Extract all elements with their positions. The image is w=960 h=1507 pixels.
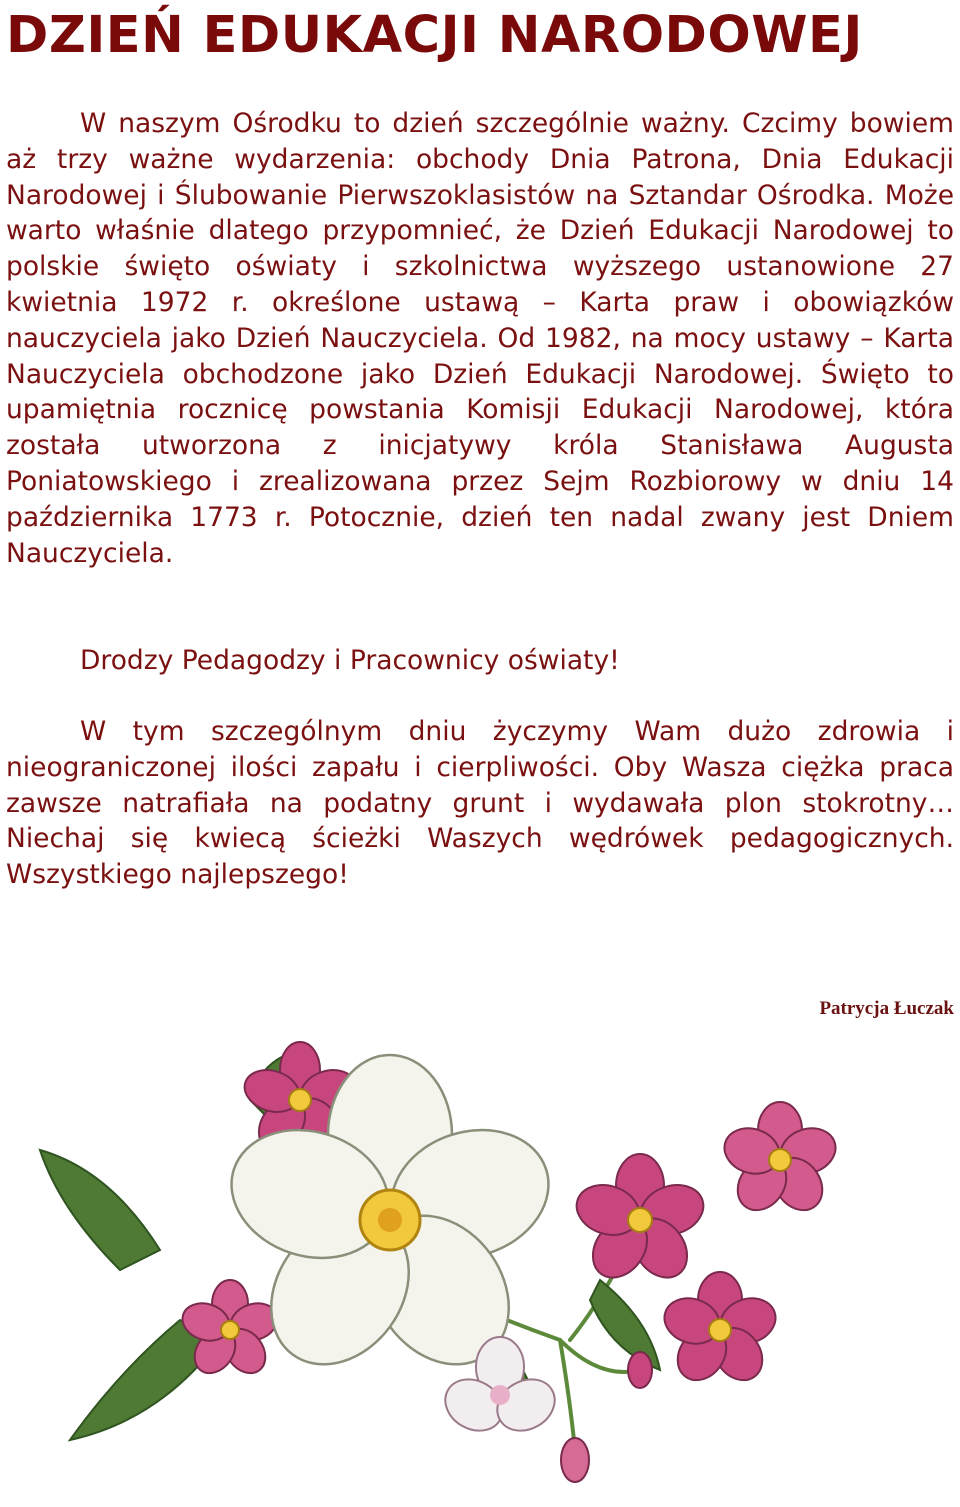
- author-signature: Patrycja Łuczak: [819, 998, 954, 1019]
- flower-bouquet-icon: [0, 1040, 960, 1500]
- greeting-paragraph: Drodzy Pedagodzy i Pracownicy oświaty!: [80, 645, 620, 676]
- page-title: DZIEŃ EDUKACJI NARODOWEJ: [6, 6, 863, 65]
- wishes-paragraph: W tym szczególnym dniu życzymy Wam dużo zdrowia i nieograniczonej ilości zapału i cierpliwości. Oby Wasza ciężka praca zawsze natrafiała na podatny grunt i wydawała plon stokrotny… Niechaj się kwiecą ścieżki Waszych wędrówek pedagogicznych. Wszystkiego najlepszego!: [6, 716, 954, 891]
- intro-paragraph: W naszym Ośrodku to dzień szczególnie ważny. Czcimy bowiem aż trzy ważne wydarzenia: obchody Dnia Patrona, Dnia Edukacji Narodowej i Ślubowanie Pierwszoklasistów na Sztandar Ośrodka. Może warto właśnie dlatego przypomnieć, że Dzień Edukacji Narodowej to polskie święto oświaty i szkolnictwa wyższego ustanowione 27 kwietnia 1972 r. określone ustawą – Karta praw i obowiązków nauczyciela jako Dzień Nauczyciela. Od 1982, na mocy ustawy – Karta Nauczyciela obchodzone jako Dzień Edukacji Narodowej. Święto to upamiętnia rocznicę powstania Komisji Edukacji Narodowej, która została utworzona z inicjatywy króla Stanisława Augusta Poniatowskiego i zrealizowana przez Sejm Rozbiorowy w dniu 14 października 1773 r. Potocznie, dzień ten nadal zwany jest Dniem Nauczyciela.: [6, 108, 954, 569]
